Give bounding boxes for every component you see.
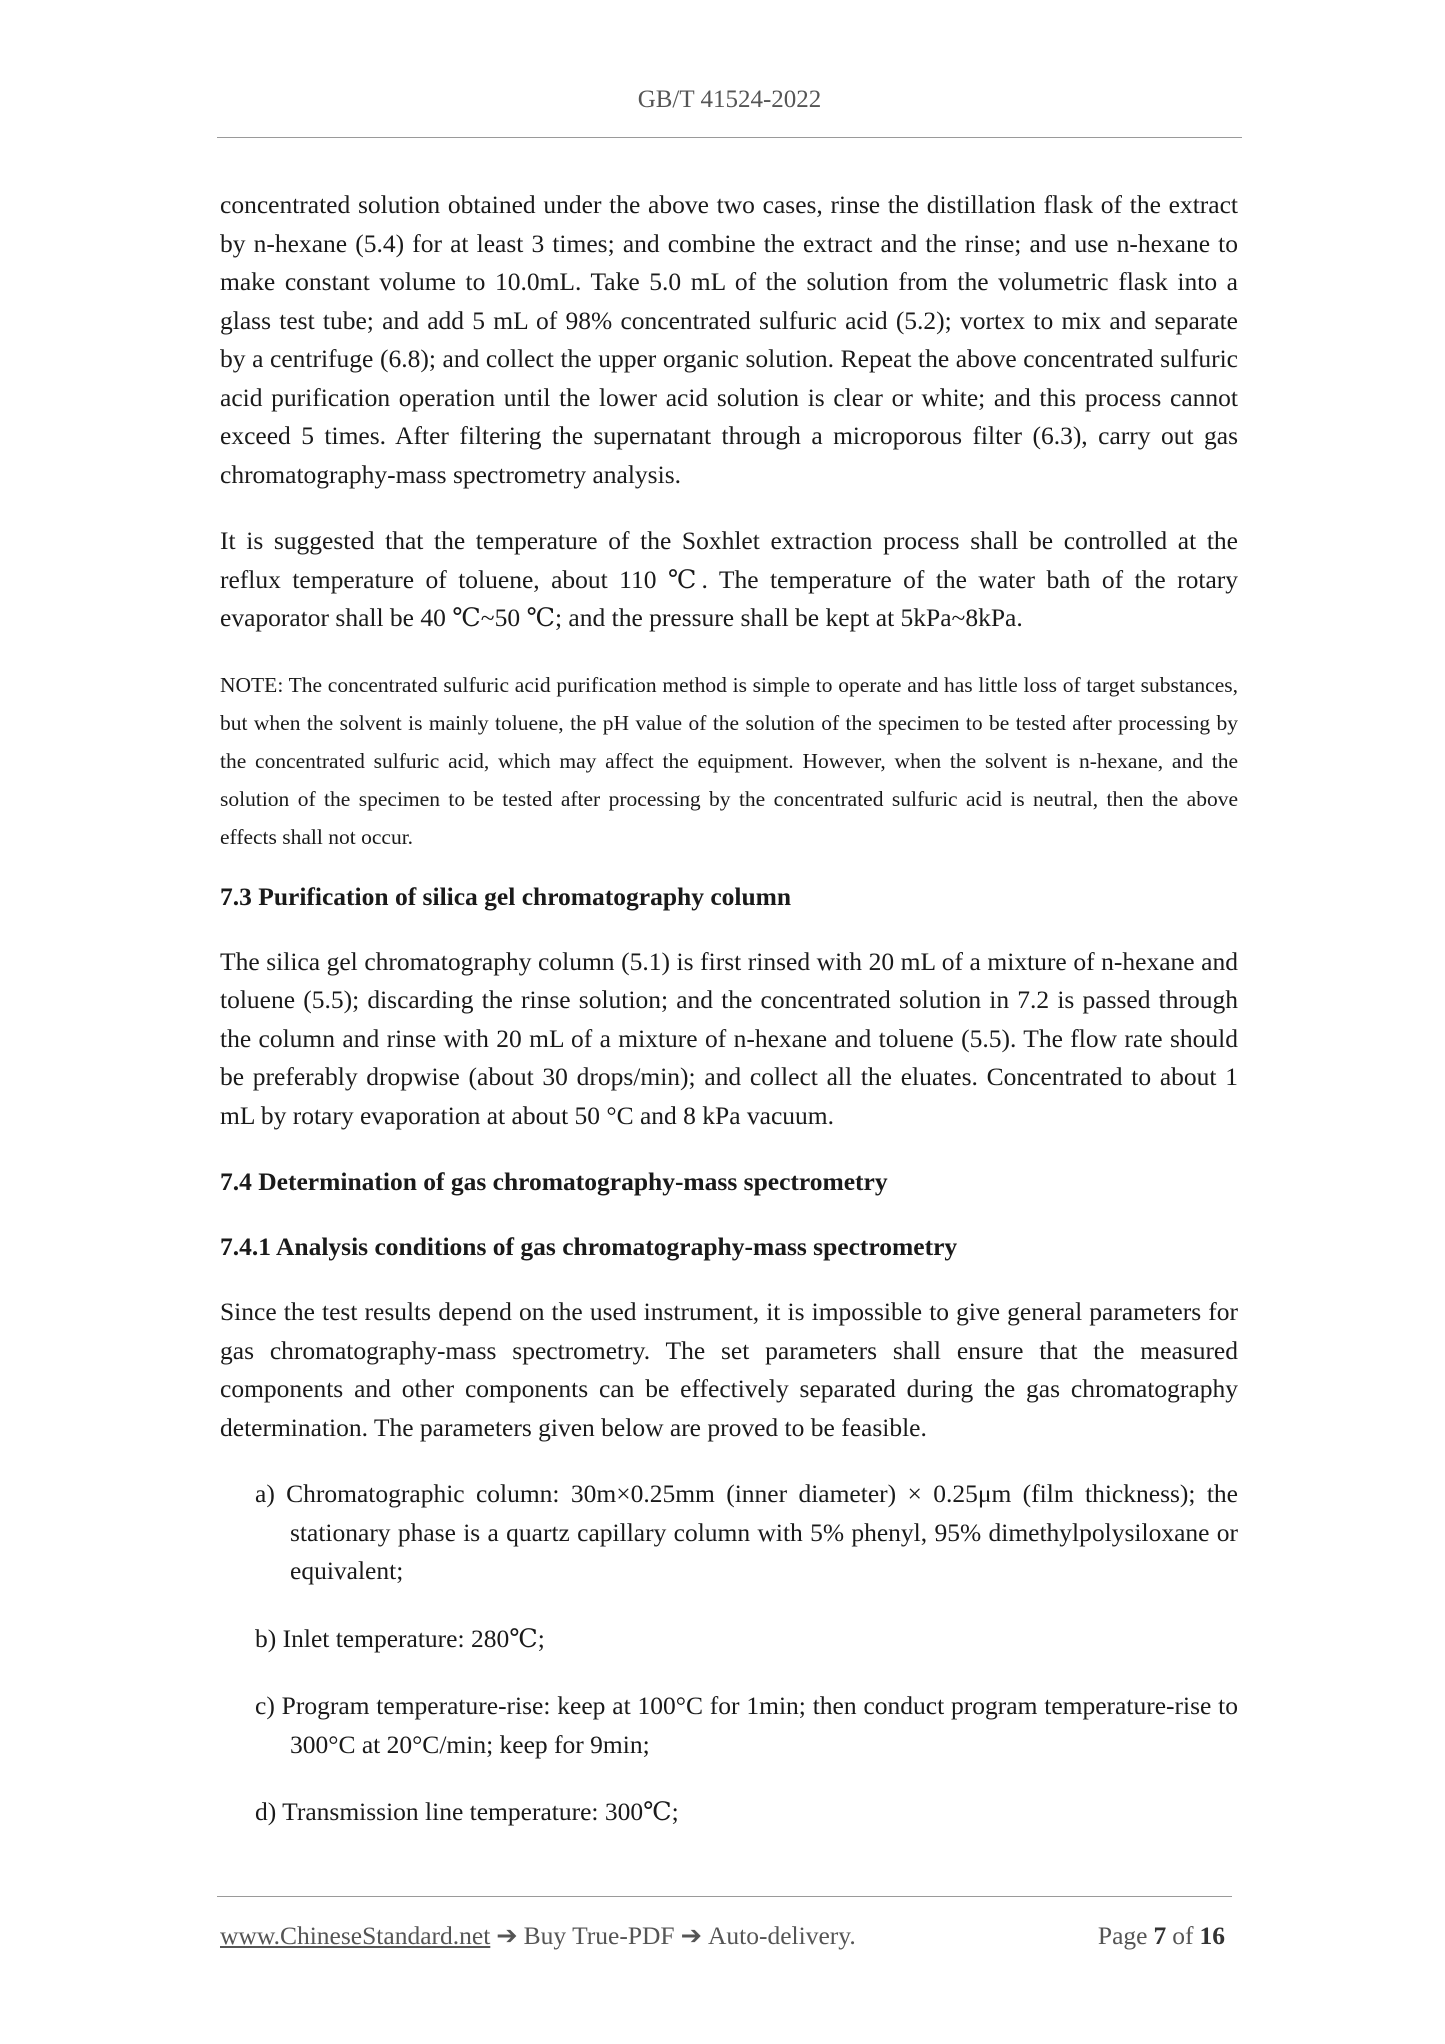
paragraph-sulfuric-acid-purification: concentrated solution obtained under the above two cases, rinse the distillation flask of the extract by n-hexane (5.4) for at least 3 times; and combine the extract and the rinse; and use n-hexane to make constant volume to 10.0mL. Take 5.0 mL of the solution from the volumetric flask into a glass test tube; and add 5 mL of 98% concentrated sulfuric acid (5.2); vortex to mix and separate by a centrifuge (6.8); and collect the upper organic solution. Repeat the above concentrated sulfuric acid purification operation until the lower acid solution is clear or white; and this process cannot exceed 5 times. After filtering the supernatant through a microporous filter (6.3), carry out gas chromatography-mass spectrometry analysis. xyxy=(220,190,1238,489)
footer-divider xyxy=(217,1896,1232,1897)
section-heading-7-4: 7.4 Determination of gas chromatography-mass spectrometry xyxy=(220,1167,888,1196)
list-item-program-temperature-rise: c) Program temperature-rise: keep at 100°C for 1min; then conduct program temperature-rise to 300°C at 20°C/min; keep for 9min; xyxy=(255,1691,1238,1759)
note-purification-method: NOTE: The concentrated sulfuric acid purification method is simple to operate and has little loss of target substances, but when the solvent is mainly toluene, the pH value of the solution of the specimen to be tested after processing by the concentrated sulfuric acid, which may affect the equipment. However, when the solvent is n-hexane, and the solution of the specimen to be tested after processing by the concentrated sulfuric acid is neutral, then the above effects shall not occur. xyxy=(220,672,1238,849)
paragraph-analysis-conditions: Since the test results depend on the used instrument, it is impossible to give general parameters for gas chromatography-mass spectrometry. The set parameters shall ensure that the measured components and other components can be effectively separated during the gas chromatography determination. The parameters given below are proved to be feasible. xyxy=(220,1297,1238,1442)
list-item-inlet-temperature: b) Inlet temperature: 280℃; xyxy=(255,1623,545,1653)
site-link[interactable]: www.ChineseStandard.net xyxy=(220,1921,491,1950)
footer-promo xyxy=(220,1921,856,1951)
section-heading-7-4-1: 7.4.1 Analysis conditions of gas chromatography-mass spectrometry xyxy=(220,1232,958,1261)
arrow-right-icon: ➔ xyxy=(496,1921,518,1950)
header-divider xyxy=(217,137,1242,138)
arrow-right-icon: ➔ xyxy=(680,1921,702,1950)
list-item-transmission-line-temperature: d) Transmission line temperature: 300℃; xyxy=(255,1797,679,1826)
page-label: Page xyxy=(1097,1921,1148,1950)
list-item-chromatographic-column: a) Chromatographic column: 30m×0.25mm (inner diameter) × 0.25μm (film thickness); the stationary phase is a quartz capillary column with 5% phenyl, 95% dimethylpolysiloxane or equivalent; xyxy=(255,1479,1238,1585)
paragraph-silica-gel-column: The silica gel chromatography column (5.1) is first rinsed with 20 mL of a mixture of n-hexane and toluene (5.5); discarding the rinse solution; and the concentrated solution in 7.2 is passed through the column and rinse with 20 mL of a mixture of n-hexane and toluene (5.5). The flow rate should be preferably dropwise (about 30 drops/min); and collect all the eluates. Concentrated to about 1 mL by rotary evaporation at about 50 °C and 8 kPa vacuum. xyxy=(220,946,1238,1130)
page-current: 7 xyxy=(1153,1921,1167,1950)
auto-delivery-text: Auto-delivery. xyxy=(707,1921,856,1950)
running-header: GB/T 41524-2022 xyxy=(637,86,822,113)
page-total: 16 xyxy=(1199,1921,1225,1950)
page-body xyxy=(220,186,1238,1861)
page-indicator xyxy=(1098,1921,1231,1951)
buy-true-pdf-text: Buy True-PDF xyxy=(523,1921,675,1950)
paragraph-soxhlet-temperature: It is suggested that the temperature of the Soxhlet extraction process shall be controlled at the reflux temperature of toluene, about 110 ℃. The temperature of the water bath of the rotary evaporator shall be 40 ℃~50 ℃; and the pressure shall be kept at 5kPa~8kPa. xyxy=(220,526,1238,632)
page-of-label: of xyxy=(1172,1921,1194,1950)
section-heading-7-3: 7.3 Purification of silica gel chromatography column xyxy=(220,881,792,911)
